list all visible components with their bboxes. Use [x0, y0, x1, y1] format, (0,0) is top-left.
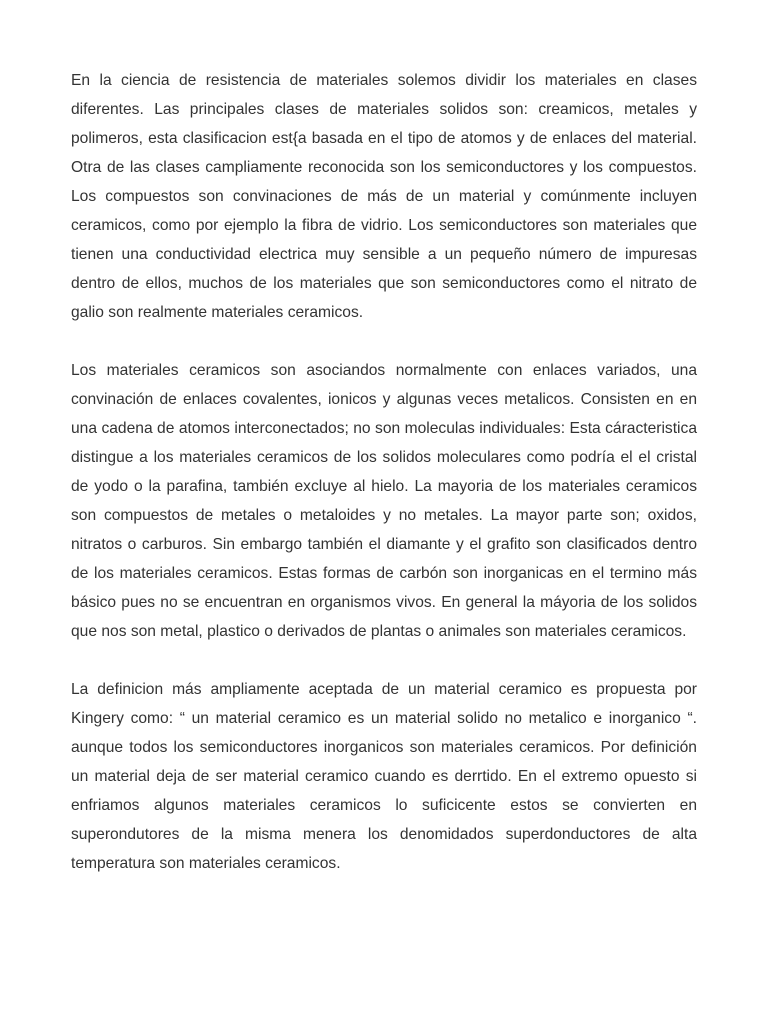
paragraph-3: La definicion más ampliamente aceptada de un material ceramico es propuesta por Kingery como: “ un material ceramico es un material solido no metalico e inorganico “. aunque todos los semiconductores inorganicos son materiales ceramicos. Por definición un material deja de ser material ceramico cuando es derrtido. En el extremo opuesto si enfriamos algunos materiales ceramicos lo suficicente estos se convierten en superondutores de la misma menera los denomidados superdonductores de alta temperatura son materiales ceramicos. — [71, 681, 697, 872]
paragraph-1: En la ciencia de resistencia de materiales solemos dividir los materiales en clases diferentes. Las principales clases de materiales solidos son: creamicos, metales y polimeros, esta clasificacion est{a basada en el tipo de atomos y de enlaces del material. Otra de las clases campliamente reconocida son los semiconductores y los compuestos. Los compuestos son convinaciones de más de un material y comúnmente incluyen ceramicos, como por ejemplo la fibra de vidrio. Los semiconductores son materiales que tienen una conductividad electrica muy sensible a un pequeño número de impuresas dentro de ellos, muchos de los materiales que son semiconductores como el nitrato de galio son realmente materiales ceramicos. — [71, 72, 697, 321]
paragraph-2: Los materiales ceramicos son asociandos normalmente con enlaces variados, una convinación de enlaces covalentes, ionicos y algunas veces metalicos. Consisten en en una cadena de atomos interconectados; no son moleculas individuales: Esta cáracteristica distingue a los materiales ceramicos de los solidos moleculares como podría el el cristal de yodo o la parafina, también excluye al hielo. La mayoria de los materiales ceramicos son compuestos de metales o metaloides y no metales. La mayor parte son; oxidos, nitratos o carburos. Sin embargo también el diamante y el grafito son clasificados dentro de los materiales ceramicos. Estas formas de carbón son inorganicas en el termino más básico pues no se encuentran en organismos vivos. En general la máyoria de los solidos que nos son metal, plastico o derivados de plantas o animales son materiales ceramicos. — [71, 362, 697, 640]
